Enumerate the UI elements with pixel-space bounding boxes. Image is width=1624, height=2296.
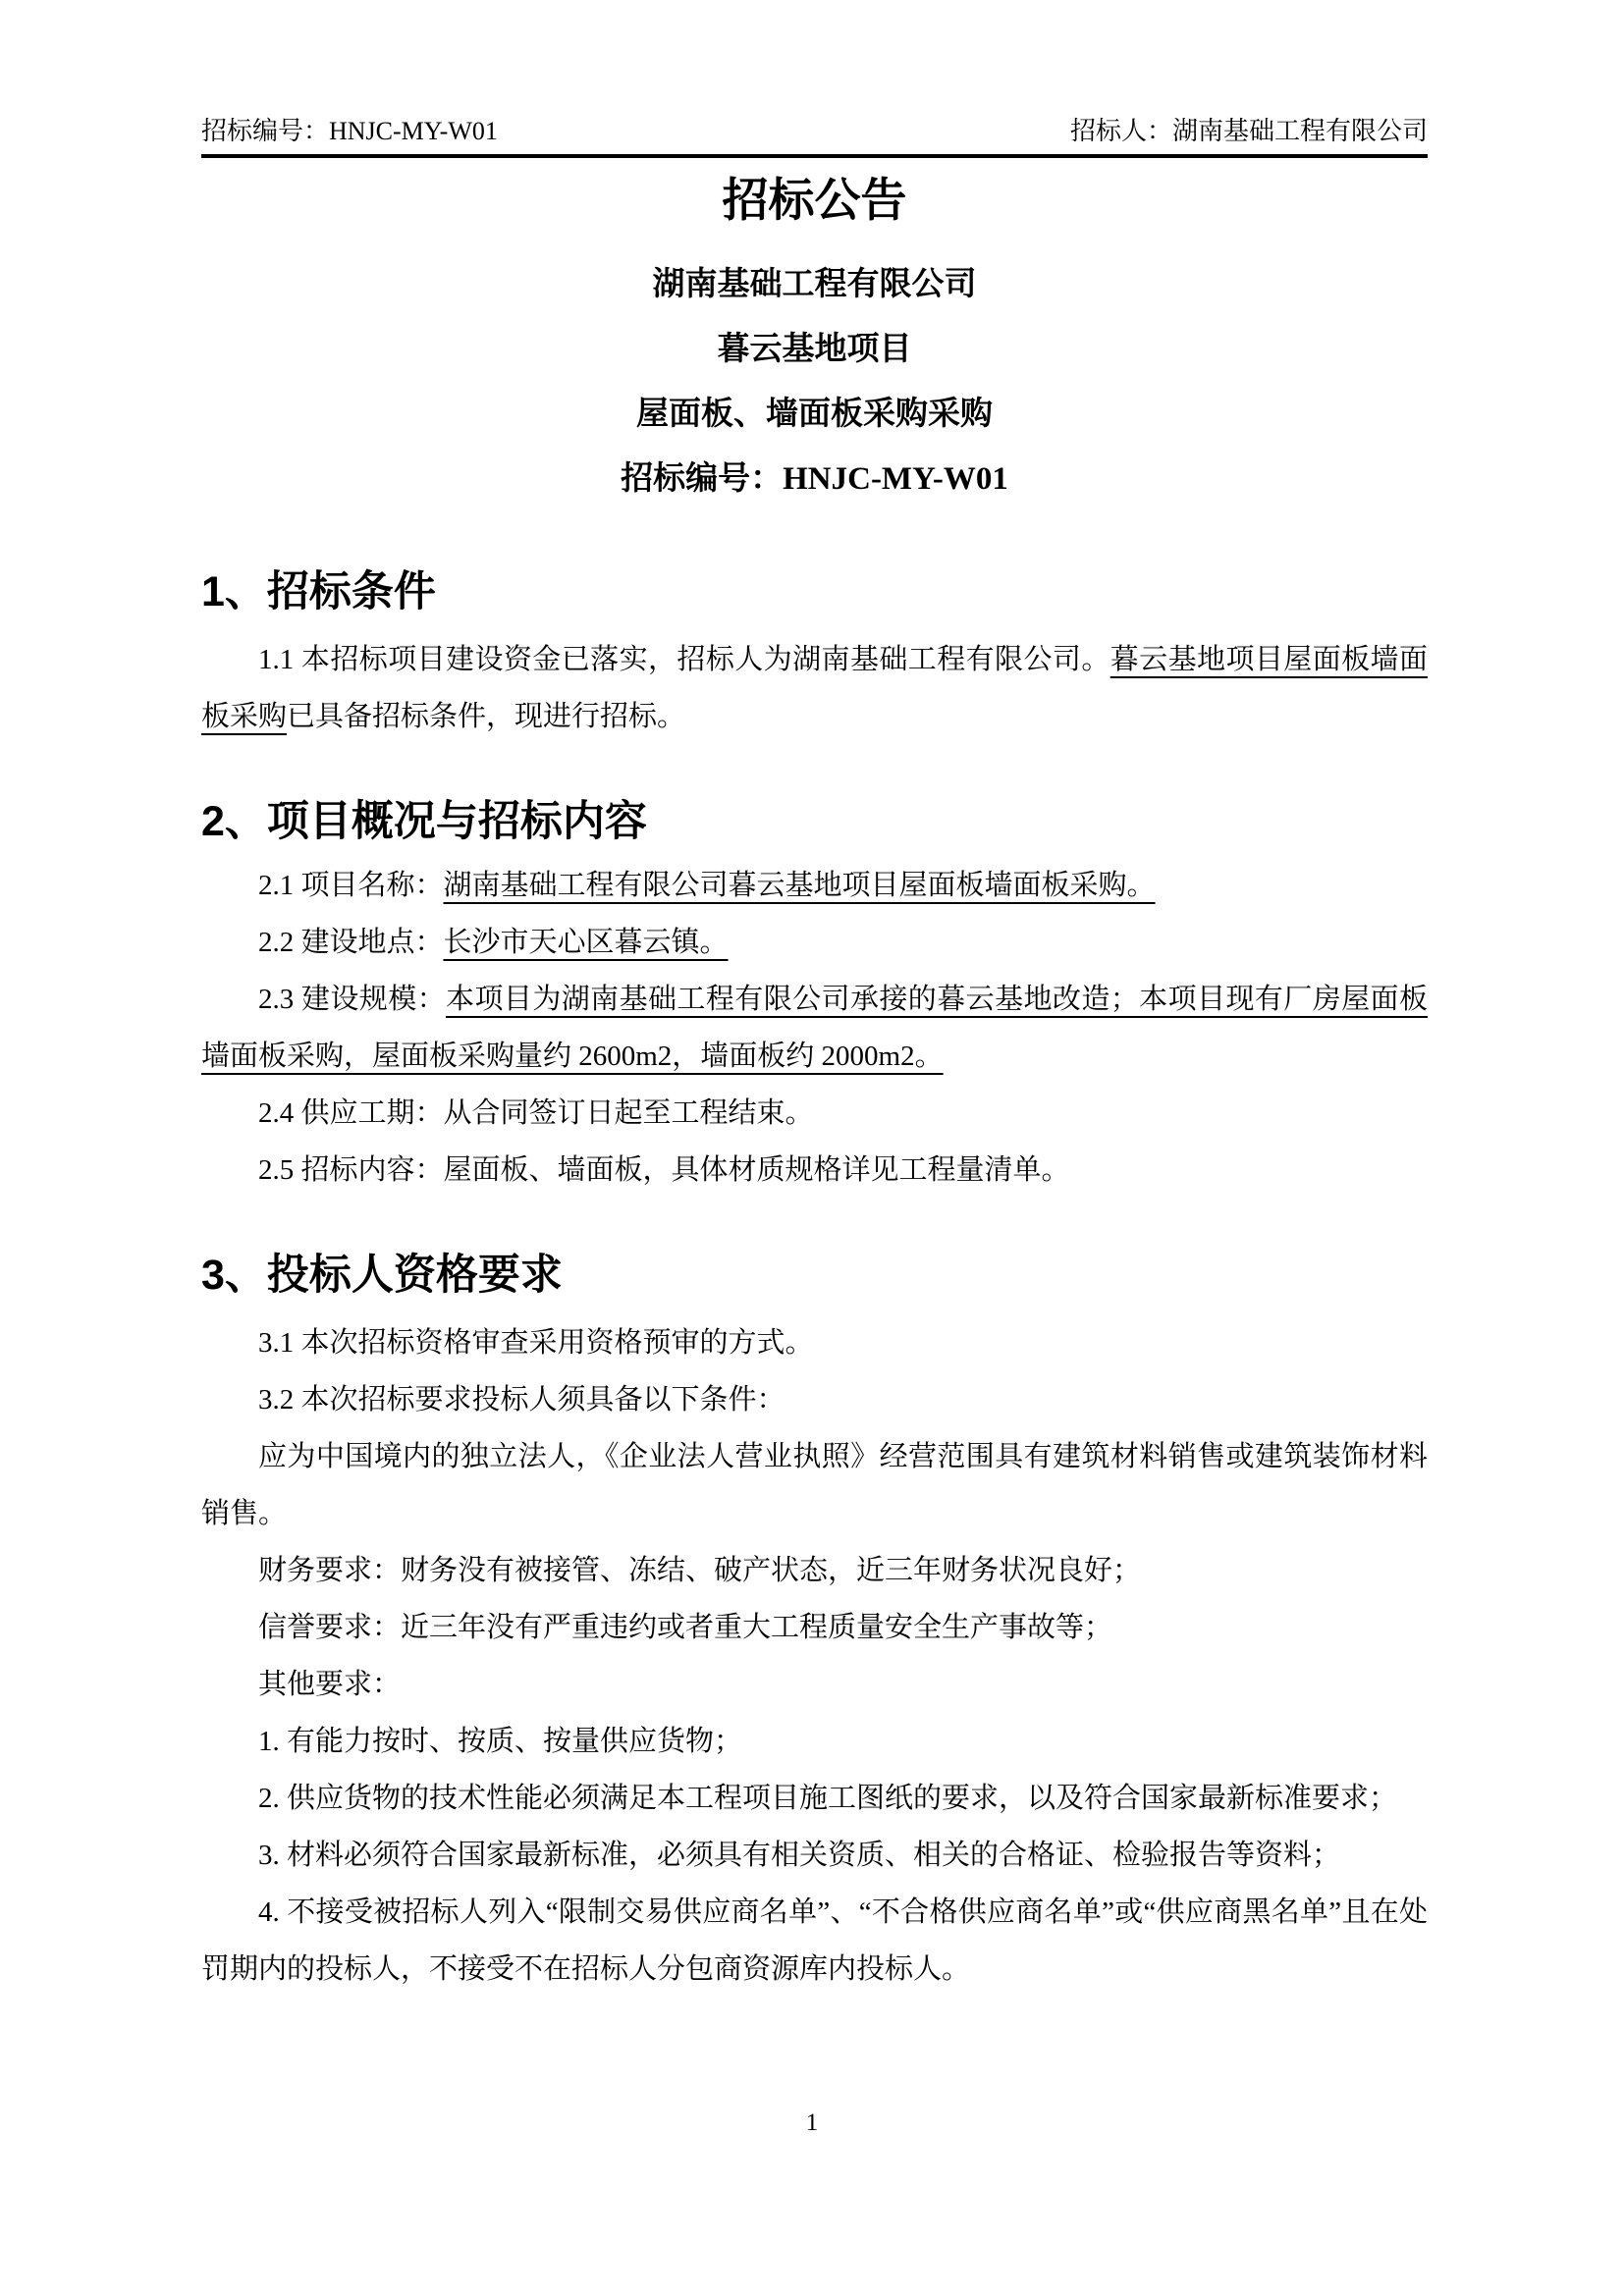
paragraph-3-item-4: 4. 不接受被招标人列入“限制交易供应商名单”、“不合格供应商名单”或“供应商黑名单”且在处罚期内的投标人，不接受不在招标人分包商资源库内投标人。	[201, 1896, 1428, 1985]
paragraph-2-5-label: 2.5 招标内容：	[258, 1154, 444, 1186]
paragraph-2-2	[201, 914, 1428, 971]
paragraph-1-1-text: 1.1 本招标项目建设资金已落实，招标人为湖南基础工程有限公司。	[258, 644, 1110, 675]
section-3-body	[201, 1314, 1428, 1998]
paragraph-3-item-2: 2. 供应货物的技术性能必须满足本工程项目施工图纸的要求，以及符合国家最新标准要求；	[258, 1783, 1398, 1814]
paragraph-2-2-underlined: 长沙市天心区暮云镇。	[443, 927, 729, 958]
section-1-heading: 1、招标条件	[201, 568, 436, 615]
section-2-heading: 2、项目概况与招标内容	[201, 798, 647, 845]
title-block	[201, 252, 1428, 511]
section-3-heading: 3、投标人资格要求	[201, 1252, 563, 1299]
paragraph-3-legal-entity: 应为中国境内的独立法人，《企业法人营业执照》经营范围具有建筑材料销售或建筑装饰材料销售。	[201, 1441, 1428, 1529]
subtitle-tender-number: 招标编号：HNJC-MY-W01	[621, 461, 1008, 497]
page-number: 1	[805, 2109, 819, 2136]
paragraph-2-3	[201, 971, 1428, 1085]
section-1-body	[201, 631, 1428, 745]
paragraph-2-4-text: 从合同签订日起至工程结束。	[443, 1097, 814, 1129]
document-title: 招标公告	[722, 174, 907, 226]
paragraph-1-1	[201, 631, 1428, 745]
paragraph-2-2-label: 2.2 建设地点：	[258, 927, 444, 958]
paragraph-3-1: 3.1 本次招标资格审查采用资格预审的方式。	[258, 1327, 814, 1359]
paragraph-2-4-label: 2.4 供应工期：	[258, 1097, 444, 1129]
subtitle-project: 暮云基地项目	[717, 332, 912, 367]
section-2-body	[201, 857, 1428, 1199]
header-tenderer: 招标人：湖南基础工程有限公司	[1069, 117, 1428, 145]
subtitle-company: 湖南基础工程有限公司	[652, 267, 977, 302]
paragraph-2-1-label: 2.1 项目名称：	[258, 870, 444, 901]
paragraph-2-5	[201, 1142, 1428, 1199]
paragraph-2-1	[201, 857, 1428, 914]
paragraph-3-item-1: 1. 有能力按时、按质、按量供应货物；	[258, 1726, 743, 1757]
paragraph-3-finance-requirement: 财务要求：财务没有被接管、冻结、破产状态，近三年财务状况良好；	[258, 1555, 1142, 1586]
paragraph-2-3-label: 2.3 建设规模：	[258, 984, 447, 1015]
subtitle-procurement: 屋面板、墙面板采购采购	[636, 397, 993, 432]
paragraph-2-4	[201, 1085, 1428, 1142]
paragraph-3-item-3: 3. 材料必须符合国家最新标准，必须具有相关资质、相关的合格证、检验报告等资料；	[258, 1840, 1341, 1871]
paragraph-3-2: 3.2 本次招标要求投标人须具备以下条件：	[258, 1384, 785, 1415]
paragraph-3-other-requirements: 其他要求：	[258, 1669, 402, 1700]
paragraph-1-1-tail: 已具备招标条件，现进行招标。	[287, 701, 686, 732]
paragraph-2-1-underlined: 湖南基础工程有限公司暮云基地项目屋面板墙面板采购。	[443, 870, 1156, 901]
paragraph-2-3-underlined: 本项目为湖南基础工程有限公司承接的暮云基地改造；本项目现有厂房屋面板墙面板采购，屋面板采购量约 2600m2，墙面板约 2000m2。	[201, 984, 1428, 1072]
paragraph-2-5-text: 屋面板、墙面板，具体材质规格详见工程量清单。	[443, 1154, 1070, 1186]
running-header	[201, 116, 1428, 158]
header-tender-number: 招标编号：HNJC-MY-W01	[201, 117, 498, 145]
paragraph-1-1-underlined: 暮云基地项目屋面板墙面板采购	[201, 644, 1428, 732]
paragraph-3-credit-requirement: 信誉要求：近三年没有严重违约或者重大工程质量安全生产事故等；	[258, 1612, 1113, 1643]
